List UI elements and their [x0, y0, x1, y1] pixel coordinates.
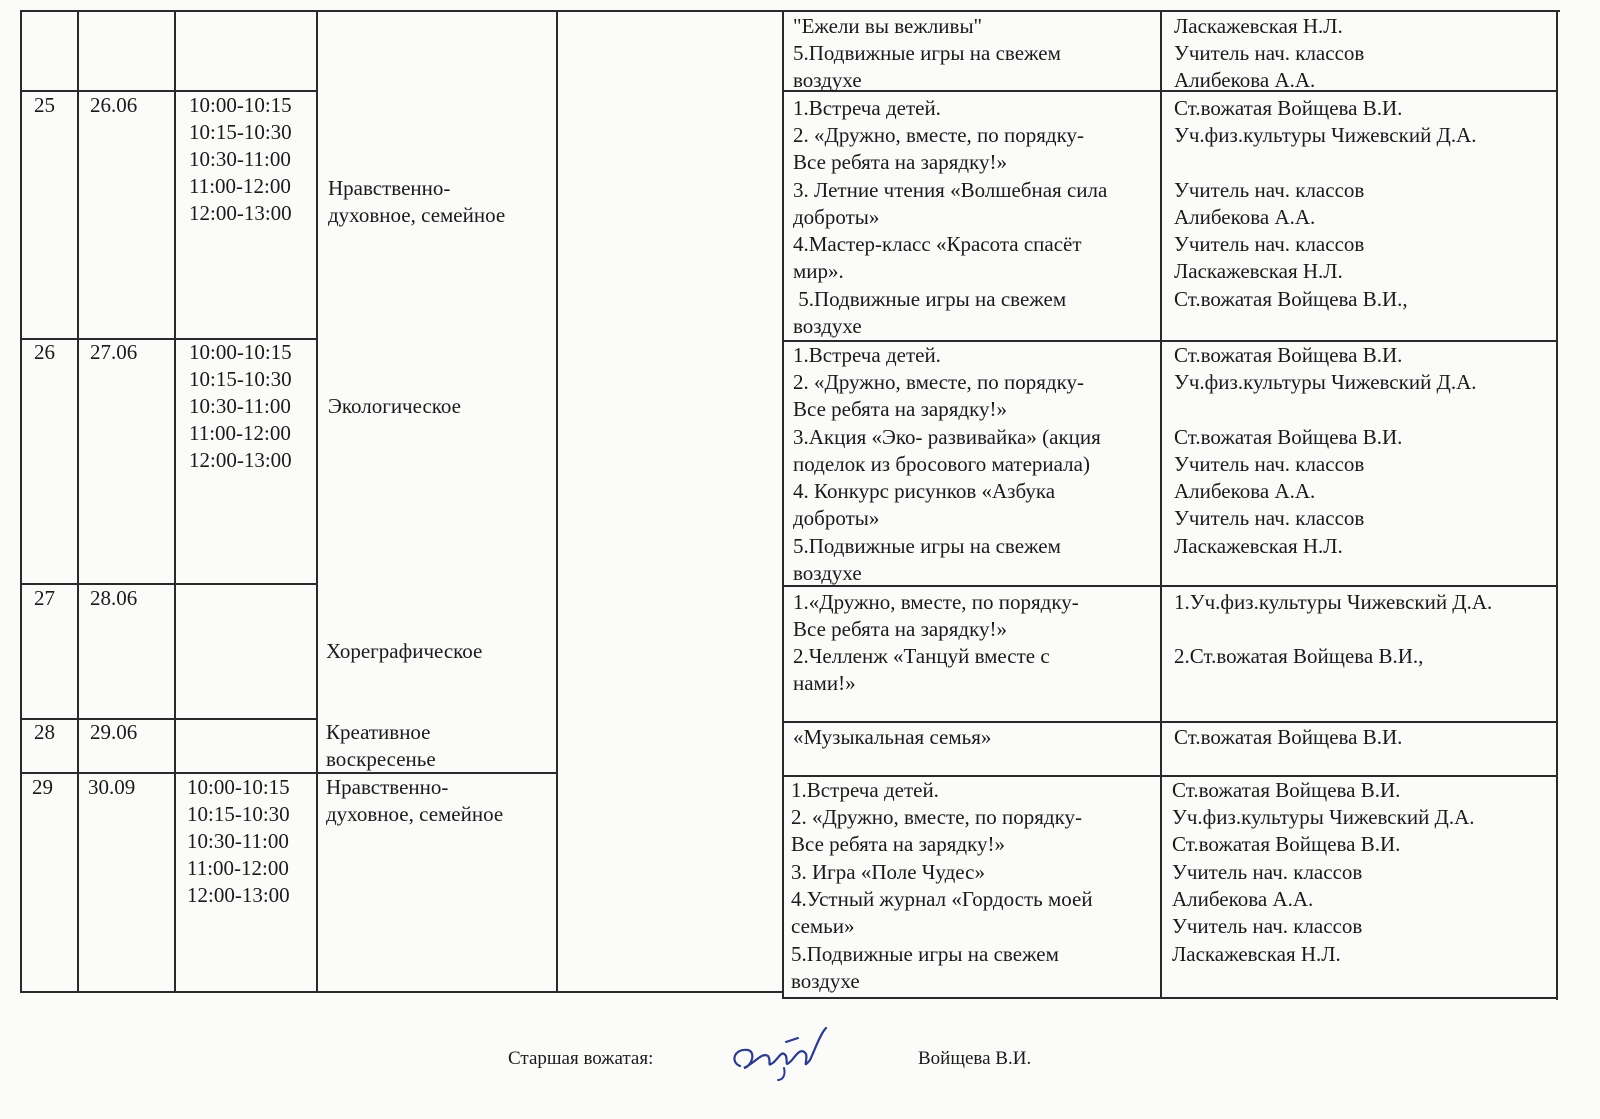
- responsible-line: Ст.вожатая Войщева В.И.,: [1174, 287, 1408, 311]
- event-line: 5.Подвижные игры на свежем: [791, 942, 1059, 966]
- event-line: воздухе: [791, 969, 860, 993]
- table-border-right: [1556, 10, 1558, 1000]
- responsible-line: Ст.вожатая Войщева В.И.: [1174, 725, 1403, 749]
- responsible-line: Ст.вожатая Войщева В.И.: [1172, 778, 1401, 802]
- direction-text: Нравственно-: [328, 176, 451, 200]
- table-border-left: [20, 10, 22, 993]
- time-slot: 10:30-11:00: [189, 147, 291, 171]
- responsible-line: Ласкажевская Н.Л.: [1172, 942, 1341, 966]
- row-line-3-left: [20, 583, 318, 585]
- responsible-line: Ласкажевская Н.Л.: [1174, 259, 1343, 283]
- col-line-6: [1160, 10, 1162, 999]
- event-line: 2. «Дружно, вместе, по порядку-: [793, 370, 1084, 394]
- event-line: 3. Летние чтения «Волшебная сила: [793, 178, 1108, 202]
- direction-text: духовное, семейное: [328, 203, 506, 227]
- event-line: мир».: [793, 259, 844, 283]
- event-line: 2.Челленж «Танцуй вместе с: [793, 644, 1050, 668]
- event-line: 2. «Дружно, вместе, по порядку-: [791, 805, 1082, 829]
- row-date: 26.06: [90, 93, 138, 117]
- row-number: 28: [34, 720, 55, 744]
- row-number: 25: [34, 93, 55, 117]
- signer-role: Старшая вожатая:: [508, 1048, 654, 1069]
- event-line: 1.Встреча детей.: [791, 778, 939, 802]
- time-slot: 12:00-13:00: [187, 883, 290, 907]
- table-border-bottom-right: [782, 997, 1558, 999]
- col-line-5: [782, 10, 784, 999]
- responsible-line: Учитель нач. классов: [1172, 914, 1363, 938]
- time-slot: 12:00-13:00: [189, 448, 292, 472]
- event-line: 1.«Дружно, вместе, по порядку-: [793, 590, 1079, 614]
- event-line: 5.Подвижные игры на свежем: [793, 534, 1061, 558]
- time-slot: 10:00-10:15: [189, 340, 292, 364]
- table-border-bottom-left: [20, 991, 782, 993]
- time-slot: 12:00-13:00: [189, 201, 292, 225]
- responsible-line: Учитель нач. классов: [1174, 178, 1365, 202]
- col-line-3: [316, 10, 318, 993]
- event-line: нами!»: [793, 671, 856, 695]
- event-line: доброты»: [793, 205, 880, 229]
- event-line: 4.Мастер-класс «Красота спасёт: [793, 232, 1082, 256]
- responsible-line: Учитель нач. классов: [1174, 452, 1365, 476]
- row-line-3-right: [782, 585, 1558, 587]
- event-line: 2. «Дружно, вместе, по порядку-: [793, 123, 1084, 147]
- responsible-line: Алибекова А.А.: [1172, 887, 1314, 911]
- event-line: 1.Встреча детей.: [793, 96, 941, 120]
- time-slot: 10:15-10:30: [189, 367, 292, 391]
- time-slot: 10:30-11:00: [187, 829, 289, 853]
- event-line: поделок из бросового материала): [793, 452, 1090, 476]
- event-line: доброты»: [793, 506, 880, 530]
- event-line: 5.Подвижные игры на свежем: [793, 287, 1067, 311]
- responsible-line: Уч.физ.культуры Чижевский Д.А.: [1172, 805, 1475, 829]
- event-line: Все ребята на зарядку!»: [793, 150, 1007, 174]
- time-slot: 10:30-11:00: [189, 394, 291, 418]
- responsible-line: Ст.вожатая Войщева В.И.: [1174, 96, 1403, 120]
- direction-text: Креативное: [326, 720, 431, 744]
- time-slot: 10:00-10:15: [187, 775, 290, 799]
- responsible-line: Ст.вожатая Войщева В.И.: [1174, 343, 1403, 367]
- row-line-4-right: [782, 721, 1558, 723]
- responsible-line: Учитель нач. классов: [1172, 860, 1363, 884]
- col-line-2: [174, 10, 176, 993]
- event-line: «Музыкальная семья»: [793, 725, 992, 749]
- responsible-line: Ласкажевская Н.Л.: [1174, 14, 1343, 38]
- handwritten-signature: [726, 1022, 836, 1082]
- responsible-line: Учитель нач. классов: [1174, 506, 1365, 530]
- responsible-line: Учитель нач. классов: [1174, 41, 1365, 65]
- row-number: 29: [32, 775, 53, 799]
- col-line-1: [77, 10, 79, 993]
- time-slot: 11:00-12:00: [187, 856, 289, 880]
- direction-text: воскресенье: [326, 747, 436, 771]
- responsible-line: 2.Ст.вожатая Войщева В.И.,: [1174, 644, 1424, 668]
- event-line: 4.Устный журнал «Гордость моей: [791, 887, 1093, 911]
- responsible-line: Уч.физ.культуры Чижевский Д.А.: [1174, 370, 1477, 394]
- time-slot: 10:15-10:30: [187, 802, 290, 826]
- row-line-4-left: [20, 718, 318, 720]
- row-number: 27: [34, 586, 55, 610]
- event-line: "Ежели вы вежливы": [793, 14, 983, 38]
- direction-text: Экологическое: [328, 394, 461, 418]
- signer-name: Войщева В.И.: [918, 1048, 1032, 1069]
- direction-text: Нравственно-: [326, 775, 449, 799]
- event-line: воздухе: [793, 561, 862, 585]
- time-slot: 11:00-12:00: [189, 174, 291, 198]
- event-line: Все ребята на зарядку!»: [793, 617, 1007, 641]
- time-slot: 10:15-10:30: [189, 120, 292, 144]
- responsible-line: Алибекова А.А.: [1174, 205, 1316, 229]
- event-line: 1.Встреча детей.: [793, 343, 941, 367]
- responsible-line: Алибекова А.А.: [1174, 479, 1316, 503]
- event-line: воздухе: [793, 68, 862, 92]
- event-line: 4. Конкурс рисунков «Азбука: [793, 479, 1056, 503]
- responsible-line: Ласкажевская Н.Л.: [1174, 534, 1343, 558]
- responsible-line: 1.Уч.физ.культуры Чижевский Д.А.: [1174, 590, 1493, 614]
- event-line: Все ребята на зарядку!»: [791, 832, 1005, 856]
- responsible-line: Учитель нач. классов: [1174, 232, 1365, 256]
- row-date: 28.06: [90, 586, 138, 610]
- event-line: воздухе: [793, 314, 862, 338]
- row-date: 27.06: [90, 340, 138, 364]
- table-border-top: [20, 10, 1560, 12]
- responsible-line: Ст.вожатая Войщева В.И.: [1174, 425, 1403, 449]
- responsible-line: Уч.физ.культуры Чижевский Д.А.: [1174, 123, 1477, 147]
- col-line-4: [556, 10, 558, 993]
- event-line: 3.Акция «Эко- развивайка» (акция: [793, 425, 1101, 449]
- direction-text: Хореграфическое: [326, 639, 483, 663]
- event-line: семьи»: [791, 914, 855, 938]
- row-line-1-right: [782, 90, 1558, 92]
- time-slot: 11:00-12:00: [189, 421, 291, 445]
- event-line: 3. Игра «Поле Чудес»: [791, 860, 985, 884]
- direction-text: духовное, семейное: [326, 802, 504, 826]
- time-slot: 10:00-10:15: [189, 93, 292, 117]
- row-number: 26: [34, 340, 55, 364]
- row-date: 29.06: [90, 720, 138, 744]
- responsible-line: Ст.вожатая Войщева В.И.: [1172, 832, 1401, 856]
- event-line: Все ребята на зарядку!»: [793, 397, 1007, 421]
- row-date: 30.09: [88, 775, 136, 799]
- event-line: 5.Подвижные игры на свежем: [793, 41, 1061, 65]
- responsible-line: Алибекова А.А.: [1174, 68, 1316, 92]
